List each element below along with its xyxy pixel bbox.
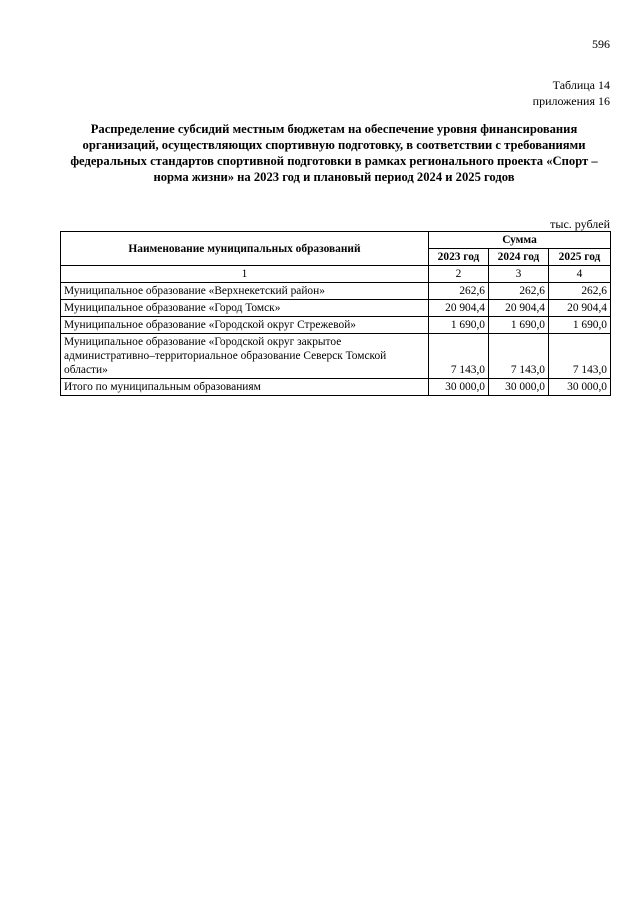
municipality-name: Муниципальное образование «Городской округ закрытое административно–территориальное образование Северск Томской области» <box>61 334 429 379</box>
subsidy-table <box>60 231 611 396</box>
column-index: 4 <box>549 266 611 283</box>
total-row <box>61 379 611 396</box>
municipality-name: Муниципальное образование «Городской округ Стрежевой» <box>61 317 429 334</box>
header-year-2024: 2024 год <box>489 249 549 266</box>
page-number: 596 <box>592 37 610 51</box>
total-2025: 30 000,0 <box>549 379 611 396</box>
caption-appendix: приложения 16 <box>532 94 610 108</box>
value-2024: 1 690,0 <box>489 317 549 334</box>
value-2025: 1 690,0 <box>549 317 611 334</box>
value-2024: 262,6 <box>489 283 549 300</box>
value-2023: 20 904,4 <box>429 300 489 317</box>
value-2025: 7 143,0 <box>549 334 611 379</box>
value-2025: 20 904,4 <box>549 300 611 317</box>
total-2024: 30 000,0 <box>489 379 549 396</box>
table-row <box>61 300 611 317</box>
table-row <box>61 317 611 334</box>
municipality-name: Муниципальное образование «Верхнекетский район» <box>61 283 429 300</box>
header-sum: Сумма <box>429 232 611 249</box>
column-index: 3 <box>489 266 549 283</box>
value-2024: 20 904,4 <box>489 300 549 317</box>
value-2024: 7 143,0 <box>489 334 549 379</box>
table-header-row <box>61 232 611 249</box>
caption-table-number: Таблица 14 <box>552 78 610 92</box>
value-2023: 7 143,0 <box>429 334 489 379</box>
header-year-2023: 2023 год <box>429 249 489 266</box>
total-2023: 30 000,0 <box>429 379 489 396</box>
header-year-2025: 2025 год <box>549 249 611 266</box>
municipality-name: Муниципальное образование «Город Томск» <box>61 300 429 317</box>
table-caption <box>533 77 610 109</box>
column-index: 2 <box>429 266 489 283</box>
value-2023: 1 690,0 <box>429 317 489 334</box>
table-row <box>61 283 611 300</box>
value-2023: 262,6 <box>429 283 489 300</box>
column-index: 1 <box>61 266 429 283</box>
units-label: тыс. рублей <box>550 217 610 231</box>
document-title: Распределение субсидий местным бюджетам на обеспечение уровня финансирования организаций, осуществляющих спортивную подготовку, в соответствии с требованиями федеральных стандартов спортивной подготовки в рамках регионального проекта «Спорт – норма жизни» на 2023 год и плановый период 2024 и 2025 годов <box>70 122 598 184</box>
header-municipality: Наименование муниципальных образований <box>61 232 429 266</box>
value-2025: 262,6 <box>549 283 611 300</box>
table-row <box>61 334 611 379</box>
column-index-row <box>61 266 611 283</box>
total-label: Итого по муниципальным образованиям <box>61 379 429 396</box>
